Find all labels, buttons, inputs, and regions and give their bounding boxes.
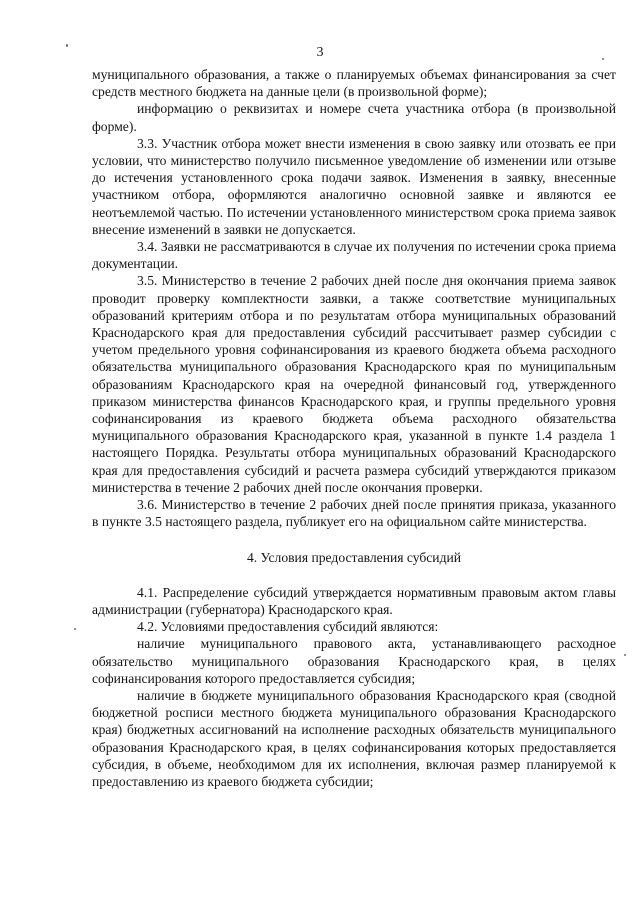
scan-speck — [74, 628, 76, 630]
paragraph-condition-budget: наличие в бюджете муниципального образования Краснодарского края (сводной бюджетной росписи местного бюджета муниципального образования Краснодарского края) бюджетных ассигнований на исполнение расходных обязательств муниципального образования Краснодарского края, в целях софинансирования которых предоставляется субсидия, в объеме, необходимом для их исполнения, включая размер планируемой к предоставлению из краевого бюджета субсидии; — [92, 687, 616, 789]
document-body — [92, 66, 616, 790]
paragraph-3-3: 3.3. Участник отбора может внести изменения в свою заявку или отозвать ее при условии, что министерство получило письменное уведомление об изменении или отзыве до истечения установленного срока подачи заявок. Изменения в заявку, внесенные участником отбора, оформляются аналогично основной заявке и являются ее неотъемлемой частью. По истечении установленного министерством срока приема заявок внесение изменений в заявки не допускается. — [92, 135, 616, 237]
page-number: 3 — [316, 45, 324, 60]
paragraph-4-2: 4.2. Условиями предоставления субсидий являются: — [137, 619, 439, 635]
scan-speck — [66, 44, 68, 47]
paragraph-4-1: 4.1. Распределение субсидий утверждается нормативным правовым актом главы администрации (губернатора) Краснодарского края. — [92, 584, 616, 617]
scan-speck — [624, 654, 626, 656]
paragraph-account-details: информацию о реквизитах и номере счета участника отбора (в произвольной форме). — [92, 101, 616, 134]
paragraph-3-6: 3.6. Министерство в течение 2 рабочих дней после принятия приказа, указанного в пункте 3.5 настоящего раздела, публикует его на официальном сайте министерства. — [92, 497, 616, 530]
scan-speck — [602, 58, 604, 60]
section-heading: 4. Условия предоставления субсидий — [246, 550, 462, 566]
paragraph-condition-legal-act: наличие муниципального правового акта, устанавливающего расходное обязательство муниципального образования Краснодарского края, в целях софинансирования которого предоставляется субсидия; — [92, 636, 616, 686]
paragraph-continuation: муниципального образования, а также о планируемых объемах финансирования за счет средств местного бюджета на данные цели (в произвольной форме); — [92, 67, 616, 100]
paragraph-3-4: 3.4. Заявки не рассматриваются в случае их получения по истечении срока приема документации. — [92, 239, 616, 272]
paragraph-3-5: 3.5. Министерство в течение 2 рабочих дней после дня окончания приема заявок проводит проверку комплектности заявки, а также соответствие муниципальных образований критериям отбора и по результатам отбора муниципальных образований Краснодарского края для предоставления субсидий рассчитывает размер субсидии с учетом предельного уровня софинансирования из краевого бюджета объема расходного обязательства муниципального образования Краснодарского края по муниципальным образованиям Краснодарского края на очередной финансовый год, утвержденного приказом министерства финансов Краснодарского края, и группы предельного уровня софинансирования из краевого бюджета объема расходного обязательства муниципального образования Краснодарского края, указанной в пункте 1.4 раздела 1 настоящего Порядка. Результаты отбора муниципальных образований Краснодарского края для предоставления субсидий и расчета размера субсидий утверждаются приказом министерства в течение 2 рабочих дней после окончания проверки. — [92, 273, 616, 495]
